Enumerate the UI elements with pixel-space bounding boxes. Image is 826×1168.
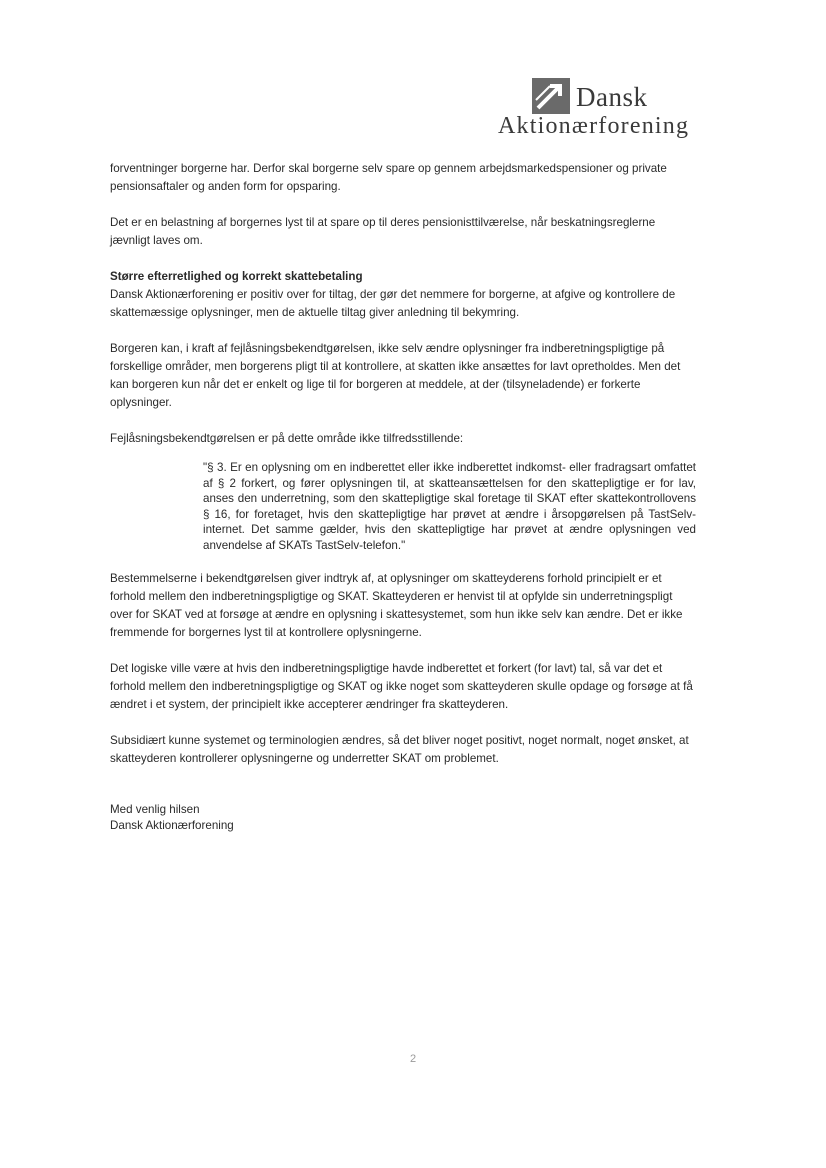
section [110,268,696,322]
logo-mark-icon [532,78,570,114]
logo [498,76,708,146]
page-number: 2 [409,1053,417,1065]
paragraph-1: forventninger borgerne har. Derfor skal borgerne selv spare op gennem arbejdsmarkedspensioner og private pensionsaftaler og anden form for opsparing. [110,162,667,193]
paragraph-3: Dansk Aktionærforening er positiv over for tiltag, der gør det nemmere for borgerne, at afgive og kontrollere de skattemæssige oplysninger, men de aktuelle tiltag giver anledning til bekymring. [110,288,676,319]
letter-body [110,160,696,834]
paragraph-7: Det logiske ville være at hvis den indberetningspligtige havde indberettet et forkert (for lavt) tal, så var det et forhold mellem den indberetningspligtige og SKAT og ikke noget som skatteyderen skulle opdage og forsøge at få ændret i et system, der principielt ikke accepterer ændringer fra skatteyderen. [110,662,693,711]
logo-text-line2: Aktionærforening [498,113,690,139]
paragraph-5: Fejlåsningsbekendtgørelsen er på dette område ikke tilfredsstillende: [110,432,464,445]
logo-text-line1: Dansk [576,82,648,112]
paragraph-4: Borgeren kan, i kraft af fejlåsningsbekendtgørelsen, ikke selv ændre oplysninger fra indberetningspligtige på forskellige områder, men borgerens pligt til at kontrollere, at skatten ikke ansættes for lavt opretholdes. Men det kan borgeren kun når det er enkelt og lige til for borgeren at meddele, at der (tilsyneladende) er forkerte oplysninger. [110,342,681,409]
closing-signature: Dansk Aktionærforening [110,819,234,832]
section-heading: Større efterretlighed og korrekt skattebetaling [110,270,363,283]
closing [110,802,696,834]
closing-greeting: Med venlig hilsen [110,803,200,816]
paragraph-2: Det er en belastning af borgernes lyst til at spare op til deres pensionisttilværelse, når beskatningsreglerne jævnligt laves om. [110,216,656,247]
paragraph-8: Subsidiært kunne systemet og terminologien ændres, så det bliver noget positivt, noget normalt, noget ønsket, at skatteyderen kontrollerer oplysningerne og underretter SKAT om problemet. [110,734,689,765]
legal-quote: "§ 3. Er en oplysning om en indberettet eller ikke indberettet indkomst- eller fradragsart omfattet af § 2 forkert, og fører oplysningen til, at skatteansættelsen for den skattepligtige er for lav, anses den underretning, som den skattepligtige skal foretage til SKAT efter skattekontrollovens § 16, for foretaget, hvis den skattepligtige har prøvet at ændre i årsopgørelsen på TastSelv-internet. Det samme gælder, hvis den skattepligtige har prøvet at ændre oplysningen ved anvendelse af SKATs TastSelv-telefon." [203,461,696,552]
paragraph-6: Bestemmelserne i bekendtgørelsen giver indtryk af, at oplysninger om skatteyderens forhold principielt er et forhold mellem den indberetningspligtige og SKAT. Skatteyderen er henvist til at opfylde sin underretningspligt over for SKAT ved at forsøge at ændre en oplysning i skattesystemet, som hun ikke selv kan ændre. Det er ikke fremmende for borgernes lyst til at kontrollere oplysningerne. [110,572,683,639]
